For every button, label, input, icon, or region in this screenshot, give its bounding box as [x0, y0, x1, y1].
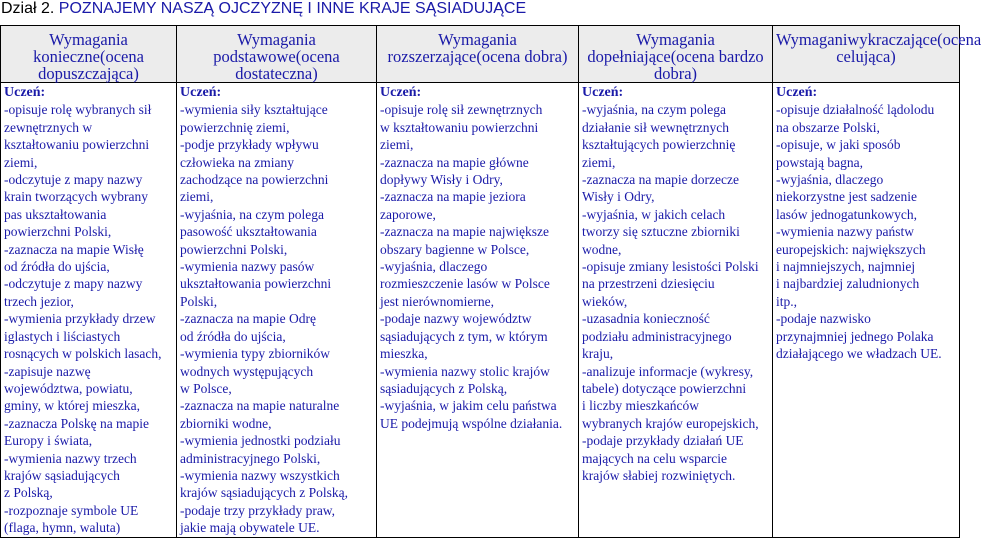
requirement-line: kształtujących powierzchnię: [582, 137, 736, 153]
header-cell: [579, 26, 773, 83]
requirement-line: od źródła do ujścia,: [180, 328, 286, 344]
requirement-line: ziemi,: [4, 154, 38, 170]
requirement-line: -wyjaśnia, w jakich celach: [582, 206, 726, 222]
requirement-line: iglastych i liściastych: [4, 328, 121, 344]
requirement-line: itp.,: [776, 293, 798, 309]
requirement-line: -zaznacza na mapie główne: [380, 154, 529, 170]
requirement-line: i najmniejszych, najmniej: [776, 259, 916, 275]
requirements-cell: [579, 83, 773, 538]
requirement-line: -wymienia nazwy pasów: [180, 259, 315, 275]
requirement-line: tworzy się sztuczne zbiorniki: [582, 224, 740, 240]
header-cell: [773, 26, 981, 83]
requirement-line: w Polsce,: [180, 380, 232, 396]
requirement-line: -zaznacza na mapie jeziora: [380, 189, 526, 205]
requirement-line: administracyjnego Polski,: [180, 450, 321, 466]
header-line: (ocena celująca): [836, 30, 981, 66]
requirement-line: województwa, powiatu,: [4, 380, 133, 396]
requirement-line: wodnych występujących: [180, 363, 314, 379]
header-line: Wymagani: [776, 30, 848, 49]
requirement-line: (flaga, hymn, waluta): [4, 520, 121, 536]
requirement-line: -zaznacza na mapie naturalne: [180, 398, 340, 414]
student-label: Uczeń:: [180, 85, 222, 100]
requirement-line: obszary bagienne w Polsce,: [380, 241, 530, 257]
requirement-line: -wymienia nazwy państw: [776, 224, 914, 240]
requirement-line: zewnętrznych w: [4, 119, 93, 135]
requirement-line: -opisuje rolę wybranych sił: [4, 102, 152, 118]
requirement-line: powierzchni Polski,: [4, 224, 112, 240]
student-label: Uczeń:: [776, 85, 818, 100]
requirement-line: wieków,: [582, 293, 628, 309]
requirement-line: zachodzące na powierzchni: [180, 172, 329, 188]
requirement-line: podziału administracyjnego: [582, 328, 732, 344]
requirement-line: -podaje nazwisko: [776, 311, 871, 327]
header-line: (ocena bardzo dobra): [653, 47, 764, 83]
requirement-line: zbiorniki wodne,: [180, 415, 272, 431]
requirement-line: działającego we władzach UE.: [776, 346, 942, 362]
requirement-line: -rozpoznaje symbole UE: [4, 502, 139, 518]
requirement-line: -wyjaśnia, dlaczego: [776, 172, 884, 188]
header-cell: [1, 26, 177, 83]
requirement-line: ziemi,: [582, 154, 616, 170]
requirement-line: krain tworzących wybrany: [4, 189, 148, 205]
requirement-line: -podaje przykłady działań UE: [582, 433, 744, 449]
requirement-line: tabele) dotyczące powierzchni: [582, 380, 747, 396]
requirement-line: mieszka,: [380, 346, 428, 362]
requirement-line: niekorzystne jest sadzenie: [776, 189, 917, 205]
header-row: [1, 26, 960, 83]
content-row: [1, 83, 960, 538]
requirement-line: wodne,: [582, 241, 622, 257]
requirement-line: z Polską,: [4, 485, 53, 501]
requirement-line: ziemi,: [380, 137, 414, 153]
requirement-line: powstają bagna,: [776, 154, 863, 170]
requirement-line: Europy i świata,: [4, 433, 93, 449]
requirement-line: ziemi,: [180, 189, 214, 205]
requirement-line: -wymienia typy zbiorników: [180, 346, 330, 362]
header-line: wykraczające: [847, 30, 938, 49]
requirement-line: gminy, w której mieszka,: [4, 398, 140, 414]
requirement-line: lasów jednogatunkowych,: [776, 206, 917, 222]
requirement-line: -wymienia nazwy wszystkich: [180, 467, 340, 483]
requirement-line: sąsiadujących z tym, w którym: [380, 328, 548, 344]
requirement-line: -wyjaśnia, dlaczego: [380, 259, 488, 275]
requirement-line: w kształtowaniu powierzchni: [380, 119, 539, 135]
student-label: Uczeń:: [4, 85, 46, 100]
requirement-line: powierzchni Polski,: [180, 241, 288, 257]
header-cell: [377, 26, 579, 83]
requirement-line: ukształtowania powierzchni: [180, 276, 332, 292]
requirements-cell: [1, 83, 177, 538]
student-label: Uczeń:: [582, 85, 624, 100]
header-line: Wymagania konieczne: [33, 30, 128, 66]
section-title: [0, 0, 959, 20]
requirement-line: -wymienia przykłady drzew: [4, 311, 156, 327]
requirement-line: -wymienia jednostki podziału: [180, 433, 341, 449]
requirement-line: pas ukształtowania: [4, 206, 107, 222]
requirement-line: UE podejmują wspólne działania.: [380, 415, 563, 431]
requirement-line: -opisuje, w jaki sposób: [776, 137, 901, 153]
requirement-line: przynajmniej jednego Polaka: [776, 328, 934, 344]
requirement-line: krajów sąsiadujących z Polską,: [180, 485, 348, 501]
header-line: (ocena dostateczna): [235, 47, 340, 83]
requirement-line: -opisuje działalność lądolodu: [776, 102, 935, 118]
requirement-line: Wisły i Odry,: [582, 189, 655, 205]
requirement-line: sąsiadujących z Polską,: [380, 380, 508, 396]
requirement-line: -wyjaśnia, na czym polega: [180, 206, 324, 222]
requirement-line: pasowość ukształtowania: [180, 224, 317, 240]
requirement-line: -opisuje zmiany lesistości Polski: [582, 259, 759, 275]
requirement-line: na obszarze Polski,: [776, 119, 880, 135]
requirement-line: i liczby mieszkańców: [582, 398, 699, 414]
header-cell: [177, 26, 377, 83]
requirement-line: krajów słabiej rozwiniętych.: [582, 467, 736, 483]
header-line: Wymagania rozszerzające: [387, 30, 517, 66]
requirement-line: -odczytuje z mapy nazwy: [4, 172, 143, 188]
requirement-line: działanie sił wewnętrznych: [582, 119, 729, 135]
requirement-line: i najbardziej zaludnionych: [776, 276, 920, 292]
requirement-line: -zaznacza na mapie Odrę: [180, 311, 317, 327]
student-label: Uczeń:: [380, 85, 422, 100]
requirement-line: -podaje trzy przykłady praw,: [180, 502, 336, 518]
requirement-line: -zaznacza na mapie największe: [380, 224, 550, 240]
requirements-cell: [773, 83, 960, 538]
requirement-line: mających na celu wsparcie: [582, 450, 728, 466]
requirement-line: na przestrzeni dziesięciu: [582, 276, 715, 292]
requirement-line: -wymienia nazwy trzech: [4, 450, 137, 466]
requirement-line: -uzasadnia konieczność: [582, 311, 710, 327]
requirement-line: dopływy Wisły i Odry,: [380, 172, 503, 188]
requirement-line: Polski,: [180, 293, 218, 309]
requirements-cell: [177, 83, 377, 538]
requirement-line: -wyjaśnia, na czym polega: [582, 102, 726, 118]
requirement-line: -zaznacza na mapie dorzecze: [582, 172, 739, 188]
requirement-line: -zaznacza Polskę na mapie: [4, 415, 150, 431]
section-heading: POZNAJEMY NASZĄ OJCZYZNĘ I INNE KRAJE SĄSIADUJĄCE: [54, 0, 527, 17]
requirement-line: powierzchnię ziemi,: [180, 119, 290, 135]
requirement-line: -odczytuje z mapy nazwy: [4, 276, 143, 292]
requirement-line: -zapisuje nazwę: [4, 363, 91, 379]
requirement-line: zaporowe,: [380, 206, 436, 222]
requirement-line: trzech jezior,: [4, 293, 74, 309]
requirement-line: -wyjaśnia, w jakim celu państwa: [380, 398, 557, 414]
requirement-line: kształtowaniu powierzchni: [4, 137, 150, 153]
header-line: (ocena dopuszczająca): [38, 47, 144, 83]
requirements-table: [0, 25, 981, 538]
requirement-line: człowieka na zmiany: [180, 154, 294, 170]
requirements-cell: [377, 83, 579, 538]
requirement-line: wybranych krajów europejskich,: [582, 415, 759, 431]
requirement-line: krajów sąsiadujących: [4, 467, 120, 483]
requirement-line: kraju,: [582, 346, 614, 362]
requirement-line: rosnących w polskich lasach,: [4, 346, 162, 362]
requirement-line: -podje przykłady wpływu: [180, 137, 319, 153]
requirement-line: -zaznacza na mapie Wisłę: [4, 241, 144, 257]
requirement-line: europejskich: największych: [776, 241, 926, 257]
requirement-line: rozmieszczenie lasów w Polsce: [380, 276, 550, 292]
requirement-line: -opisuje rolę sił zewnętrznych: [380, 102, 543, 118]
requirement-line: od źródła do ujścia,: [4, 259, 110, 275]
header-line: (ocena dobra): [476, 47, 568, 66]
requirement-line: -analizuje informacje (wykresy,: [582, 363, 754, 379]
requirement-line: jakie mają obywatele UE.: [180, 520, 320, 536]
header-line: Wymagania dopełniające: [587, 30, 715, 66]
requirement-line: -wymienia nazwy stolic krajów: [380, 363, 550, 379]
header-line: Wymagania podstawowe: [213, 30, 316, 66]
requirement-line: -wymienia siły kształtujące: [180, 102, 328, 118]
requirement-line: jest nierównomierne,: [380, 293, 494, 309]
section-number: Dział 2.: [1, 0, 55, 17]
requirement-line: -podaje nazwy województw: [380, 311, 532, 327]
